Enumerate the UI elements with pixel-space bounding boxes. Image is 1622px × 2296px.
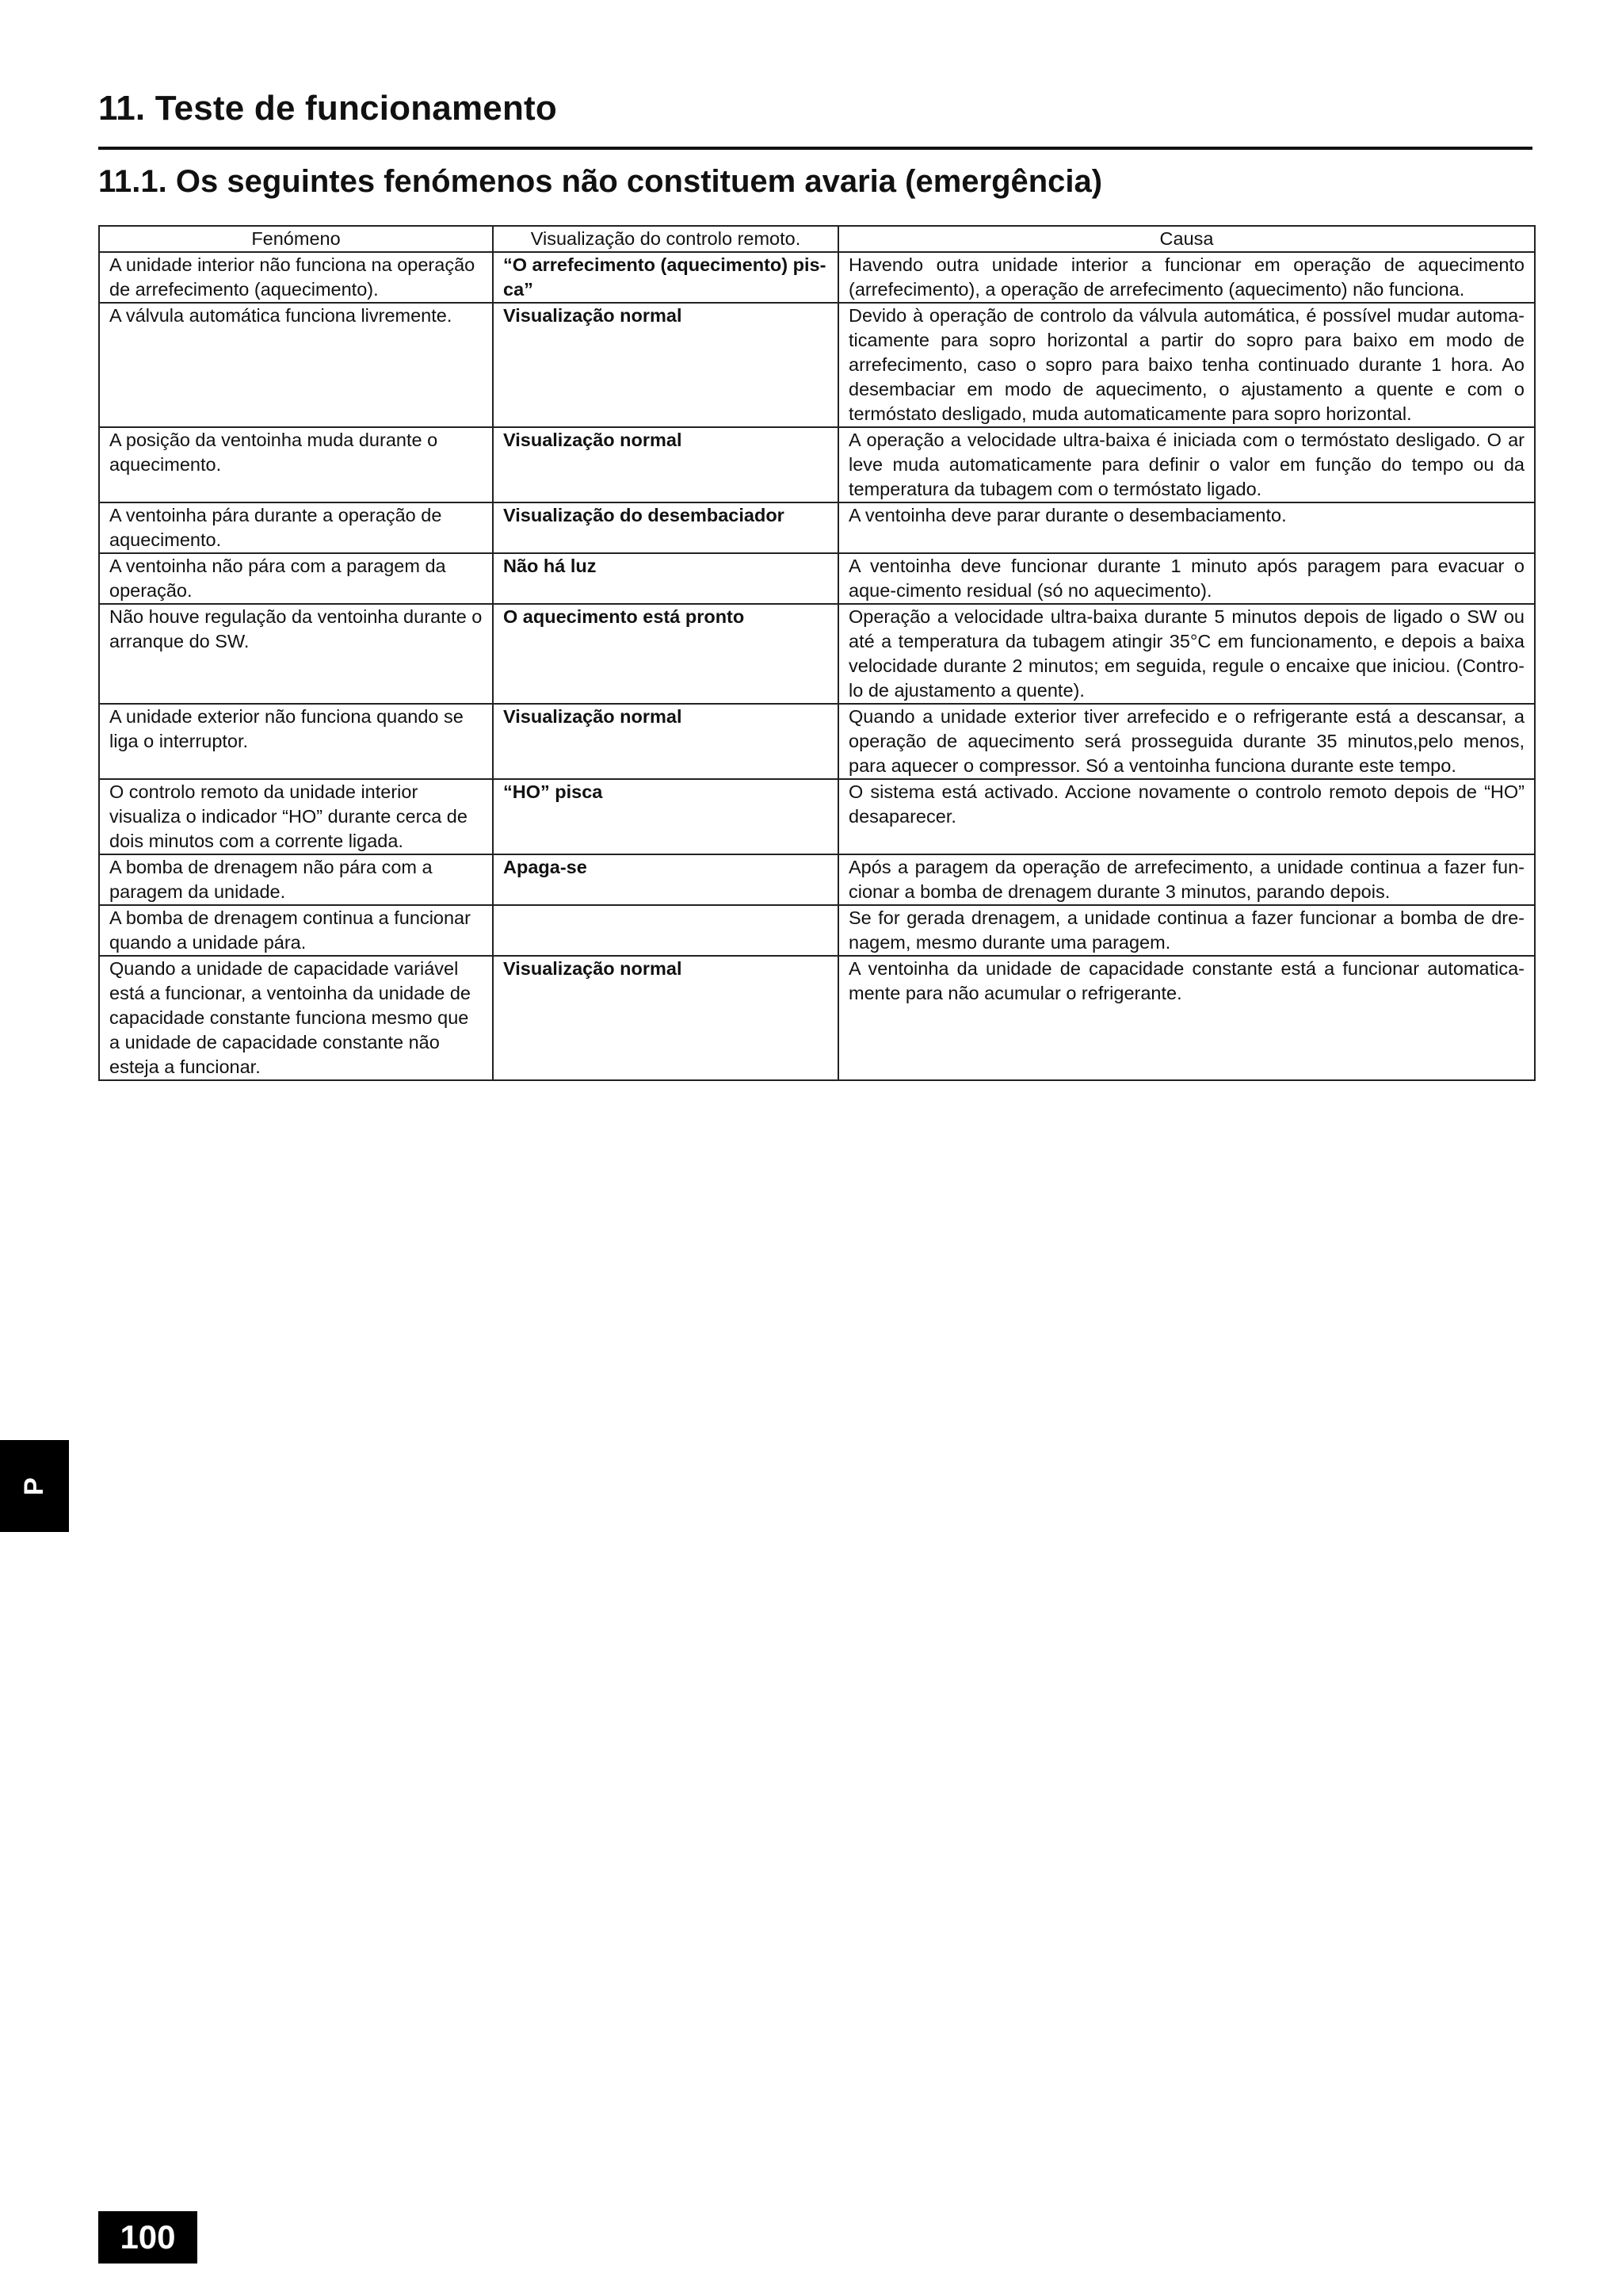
cause-cell: Havendo outra unidade interior a funcionar em operação de aquecimento (arrefecimento), a operação de arrefecimento (aquecimento) não funciona. [838,252,1535,303]
cause-cell: Operação a velocidade ultra-baixa durante 5 minutos depois de ligado o SW ou até a temperatura da tubagem atingir 35°C em funcionamento, e depois a baixa velocidade durante 2 minutos; em seguida, regule o encaixe que iniciou. (Contro-lo de ajustamento a quente). [838,604,1535,704]
cause-cell: A operação a velocidade ultra-baixa é iniciada com o termóstato desligado. O ar leve muda automaticamente para definir o valor em função do tempo ou da temperatura da tubagem com o termóstato ligado. [838,427,1535,502]
phenomenon-cell: A ventoinha pára durante a operação de aquecimento. [99,502,493,553]
table-row [99,252,1535,303]
remote-display-cell: Não há luz [493,553,838,604]
remote-display-cell: “O arrefecimento (aquecimento) pis-ca” [493,252,838,303]
phenomenon-cell: A bomba de drenagem não pára com a paragem da unidade. [99,854,493,905]
table-row [99,704,1535,779]
section-title: 11.1. Os seguintes fenómenos não constituem avaria (emergência) [98,164,1103,199]
cause-cell: A ventoinha deve funcionar durante 1 minuto após paragem para evacuar o aque-cimento residual (só no aquecimento). [838,553,1535,604]
phenomenon-cell: O controlo remoto da unidade interior visualiza o indicador “HO” durante cerca de dois minutos com a corrente ligada. [99,779,493,854]
cause-cell: Quando a unidade exterior tiver arrefecido e o refrigerante está a descansar, a operação de aquecimento será prosseguida durante 35 minutos,pelo menos, para aquecer o compressor. Só a ventoinha funciona durante este tempo. [838,704,1535,779]
phenomenon-cell: A posição da ventoinha muda durante o aquecimento. [99,427,493,502]
language-side-tab [0,1440,69,1532]
phenomenon-cell: Não houve regulação da ventoinha durante o arranque do SW. [99,604,493,704]
remote-display-cell: O aquecimento está pronto [493,604,838,704]
table-row [99,502,1535,553]
cause-cell: A ventoinha da unidade de capacidade constante está a funcionar automatica-mente para não acumular o refrigerante. [838,956,1535,1080]
title-divider [98,147,1532,150]
page-number: 100 [98,2211,197,2264]
page-title: 11. Teste de funcionamento [98,89,557,128]
remote-display-cell [493,905,838,956]
header-phenomenon: Fenómeno [99,226,493,252]
remote-display-cell: Visualização normal [493,704,838,779]
language-tab-label: P [19,1477,49,1496]
table-row [99,604,1535,704]
cause-cell: Após a paragem da operação de arrefecimento, a unidade continua a fazer fun-cionar a bomba de drenagem durante 3 minutos, parando depois. [838,854,1535,905]
remote-display-cell: Visualização normal [493,303,838,427]
phenomenon-cell: A ventoinha não pára com a paragem da operação. [99,553,493,604]
remote-display-cell: Apaga-se [493,854,838,905]
remote-display-cell: “HO” pisca [493,779,838,854]
table-header-row [99,226,1535,252]
remote-display-cell: Visualização normal [493,956,838,1080]
cause-cell: Devido à operação de controlo da válvula automática, é possível mudar automa-ticamente para sopro horizontal a partir do sopro para baixo em modo de arrefecimento, caso o sopro para baixo tenha continuado durante 1 hora. Ao desembaciar em modo de aquecimento, o ajustamento a quente e com o termóstato desligado, muda automaticamente para sopro horizontal. [838,303,1535,427]
cause-cell: Se for gerada drenagem, a unidade continua a fazer funcionar a bomba de dre-nagem, mesmo durante uma paragem. [838,905,1535,956]
phenomenon-cell: A unidade interior não funciona na operação de arrefecimento (aquecimento). [99,252,493,303]
table-row [99,779,1535,854]
table-row [99,427,1535,502]
remote-display-cell: Visualização normal [493,427,838,502]
cause-cell: A ventoinha deve parar durante o desembaciamento. [838,502,1535,553]
phenomenon-cell: A válvula automática funciona livremente. [99,303,493,427]
phenomena-table-container [98,225,1534,1081]
header-cause: Causa [838,226,1535,252]
table-row [99,905,1535,956]
table-row [99,956,1535,1080]
table-row [99,854,1535,905]
phenomenon-cell: A bomba de drenagem continua a funcionar quando a unidade pára. [99,905,493,956]
phenomenon-cell: Quando a unidade de capacidade variável está a funcionar, a ventoinha da unidade de capacidade constante funciona mesmo que a unidade de capacidade constante não esteja a funcionar. [99,956,493,1080]
phenomenon-cell: A unidade exterior não funciona quando se liga o interruptor. [99,704,493,779]
cause-cell: O sistema está activado. Accione novamente o controlo remoto depois de “HO” desaparecer. [838,779,1535,854]
header-remote-display: Visualização do controlo remoto. [493,226,838,252]
remote-display-cell: Visualização do desembaciador [493,502,838,553]
phenomena-table [98,225,1536,1081]
table-row [99,303,1535,427]
table-row [99,553,1535,604]
